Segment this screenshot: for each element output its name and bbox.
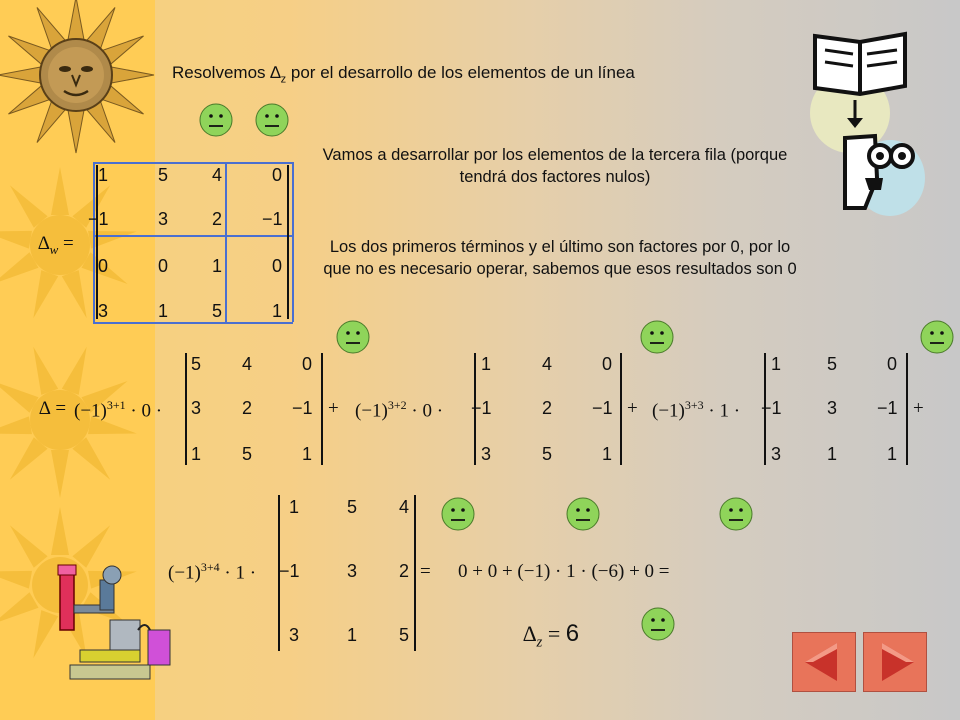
next-slide-button[interactable] — [863, 632, 927, 692]
matrix-cell: 1 — [771, 354, 782, 374]
matrix-cell: 5 — [399, 625, 410, 645]
matrix-cell: 1 — [827, 444, 838, 464]
result-delta-symbol: ∆ — [523, 621, 537, 646]
matrix-cell: 5 — [347, 497, 358, 517]
matrix-cell: −1 — [877, 398, 898, 418]
matrix-cell: 4 — [399, 497, 410, 517]
smiley-icon — [441, 497, 475, 531]
term-4-base: (−1) — [168, 562, 201, 584]
term-3-factor: · 1 · — [708, 400, 741, 422]
matrix-cell: 5 — [191, 354, 202, 374]
matrix-cell: −1 — [471, 398, 492, 418]
term-3-base: (−1) — [652, 400, 685, 422]
final-result — [523, 620, 579, 651]
determinant-bar — [185, 353, 187, 465]
grid-line — [93, 322, 293, 324]
plus-sign: + — [627, 398, 638, 419]
matrix-cell: 3 — [481, 444, 492, 464]
matrix-cell: 0 — [272, 256, 283, 276]
term-4-factor: · 1 · — [224, 562, 257, 584]
term-2-factor: · 0 · — [411, 400, 444, 422]
matrix-cell: 3 — [347, 561, 358, 581]
matrix-cell: −1 — [279, 561, 300, 581]
matrix-cell: −1 — [292, 398, 313, 418]
previous-slide-button[interactable] — [792, 632, 856, 692]
grid-line — [225, 162, 227, 322]
matrix-w-subscript: w — [49, 241, 59, 257]
matrix-cell: 3 — [827, 398, 838, 418]
grid-line — [292, 162, 294, 322]
matrix-cell: 5 — [827, 354, 838, 374]
matrix-cell: 5 — [212, 301, 223, 321]
smiley-icon — [566, 497, 600, 531]
smiley-icon — [719, 497, 753, 531]
determinant-bar — [620, 353, 622, 465]
matrix-cell: 2 — [399, 561, 410, 581]
matrix-cell: 1 — [272, 301, 283, 321]
matrix-cell: 3 — [98, 301, 109, 321]
matrix-w-label — [38, 233, 74, 258]
matrix-cell: 2 — [542, 398, 553, 418]
matrix-cell: 3 — [289, 625, 300, 645]
result-equals: = — [547, 621, 561, 646]
matrix-cell: −1 — [592, 398, 613, 418]
matrix-cell: −1 — [761, 398, 782, 418]
slide-title — [172, 63, 635, 85]
term-3-sign — [652, 398, 740, 422]
matrix-cell: 1 — [289, 497, 300, 517]
matrix-w-equals: = — [63, 233, 74, 254]
matrix-cell: 5 — [242, 444, 253, 464]
matrix-cell: 0 — [272, 165, 283, 185]
matrix-cell: 4 — [242, 354, 253, 374]
grid-line — [93, 162, 95, 322]
determinant-bar — [414, 495, 416, 651]
matrix-cell: 1 — [887, 444, 898, 464]
result-value: 6 — [565, 620, 580, 647]
term-2-base: (−1) — [355, 400, 388, 422]
term-1-base: (−1) — [74, 400, 107, 422]
title-subscript: z — [280, 73, 287, 86]
term-1-factor: · 0 · — [130, 400, 163, 422]
matrix-cell: 3 — [191, 398, 202, 418]
term-1-exponent: 3+1 — [106, 398, 126, 412]
determinant-bar — [321, 353, 323, 465]
matrix-cell: 1 — [302, 444, 313, 464]
expansion-lhs: ∆ = — [39, 398, 67, 419]
matrix-cell: 0 — [302, 354, 313, 374]
matrix-cell: 0 — [602, 354, 613, 374]
result-subscript: z — [536, 634, 543, 651]
book-reader-clipart-icon — [805, 28, 930, 223]
matrix-cell: 5 — [158, 165, 169, 185]
matrix-cell: 1 — [98, 165, 109, 185]
explanation-paragraph-2: Los dos primeros términos y el último son factores por 0, por lo que no es necesario operar, sabemos que esos resultados son 0 — [323, 238, 797, 278]
determinant-bar — [287, 165, 289, 319]
smiley-icon — [255, 103, 289, 137]
determinant-bar — [96, 165, 98, 319]
matrix-cell: −1 — [88, 209, 109, 229]
plus-sign: + — [328, 398, 339, 419]
term-4-sign — [168, 560, 256, 584]
grid-line — [93, 162, 293, 164]
matrix-cell: 1 — [347, 625, 358, 645]
smiley-icon — [640, 320, 674, 354]
matrix-cell: 4 — [212, 165, 223, 185]
matrix-cell: 1 — [602, 444, 613, 464]
matrix-cell: 2 — [242, 398, 253, 418]
matrix-cell: 1 — [191, 444, 202, 464]
matrix-cell: 0 — [887, 354, 898, 374]
smiley-icon — [920, 320, 954, 354]
machine-clipart-icon — [50, 560, 175, 690]
matrix-cell: 2 — [212, 209, 223, 229]
matrix-cell: 1 — [158, 301, 169, 321]
term-2-exponent: 3+2 — [387, 398, 407, 412]
smiley-icon — [641, 607, 675, 641]
term-3-exponent: 3+3 — [684, 398, 704, 412]
matrix-cell: 0 — [98, 256, 109, 276]
sum-expression: 0 + 0 + (−1) · 1 · (−6) + 0 = — [458, 561, 670, 582]
matrix-cell: 4 — [542, 354, 553, 374]
smiley-icon — [336, 320, 370, 354]
matrix-cell: 3 — [158, 209, 169, 229]
matrix-cell: −1 — [262, 209, 283, 229]
equals-sign: = — [420, 561, 431, 582]
matrix-cell: 1 — [212, 256, 223, 276]
matrix-cell: 3 — [771, 444, 782, 464]
grid-line — [93, 235, 293, 237]
sun-face-icon — [0, 0, 154, 153]
determinant-bar — [906, 353, 908, 465]
title-text-end: por el desarrollo de los elementos de un línea — [286, 63, 635, 82]
matrix-cell: 1 — [481, 354, 492, 374]
plus-sign: + — [913, 398, 924, 419]
matrix-cell: 0 — [158, 256, 169, 276]
term-1-sign — [74, 398, 162, 422]
smiley-icon — [199, 103, 233, 137]
triangle-right-icon — [864, 633, 926, 691]
term-4-exponent: 3+4 — [200, 560, 220, 574]
matrix-cell: 5 — [542, 444, 553, 464]
term-2-sign — [355, 398, 443, 422]
explanation-paragraph-1: Vamos a desarrollar por los elementos de la tercera fila (porque tendrá dos factores nulos) — [322, 146, 788, 186]
title-text-start: Resolvemos — [172, 63, 271, 82]
delta-symbol: ∆ — [38, 233, 50, 254]
triangle-left-icon — [793, 633, 855, 691]
title-delta-symbol: ∆ — [270, 63, 281, 82]
